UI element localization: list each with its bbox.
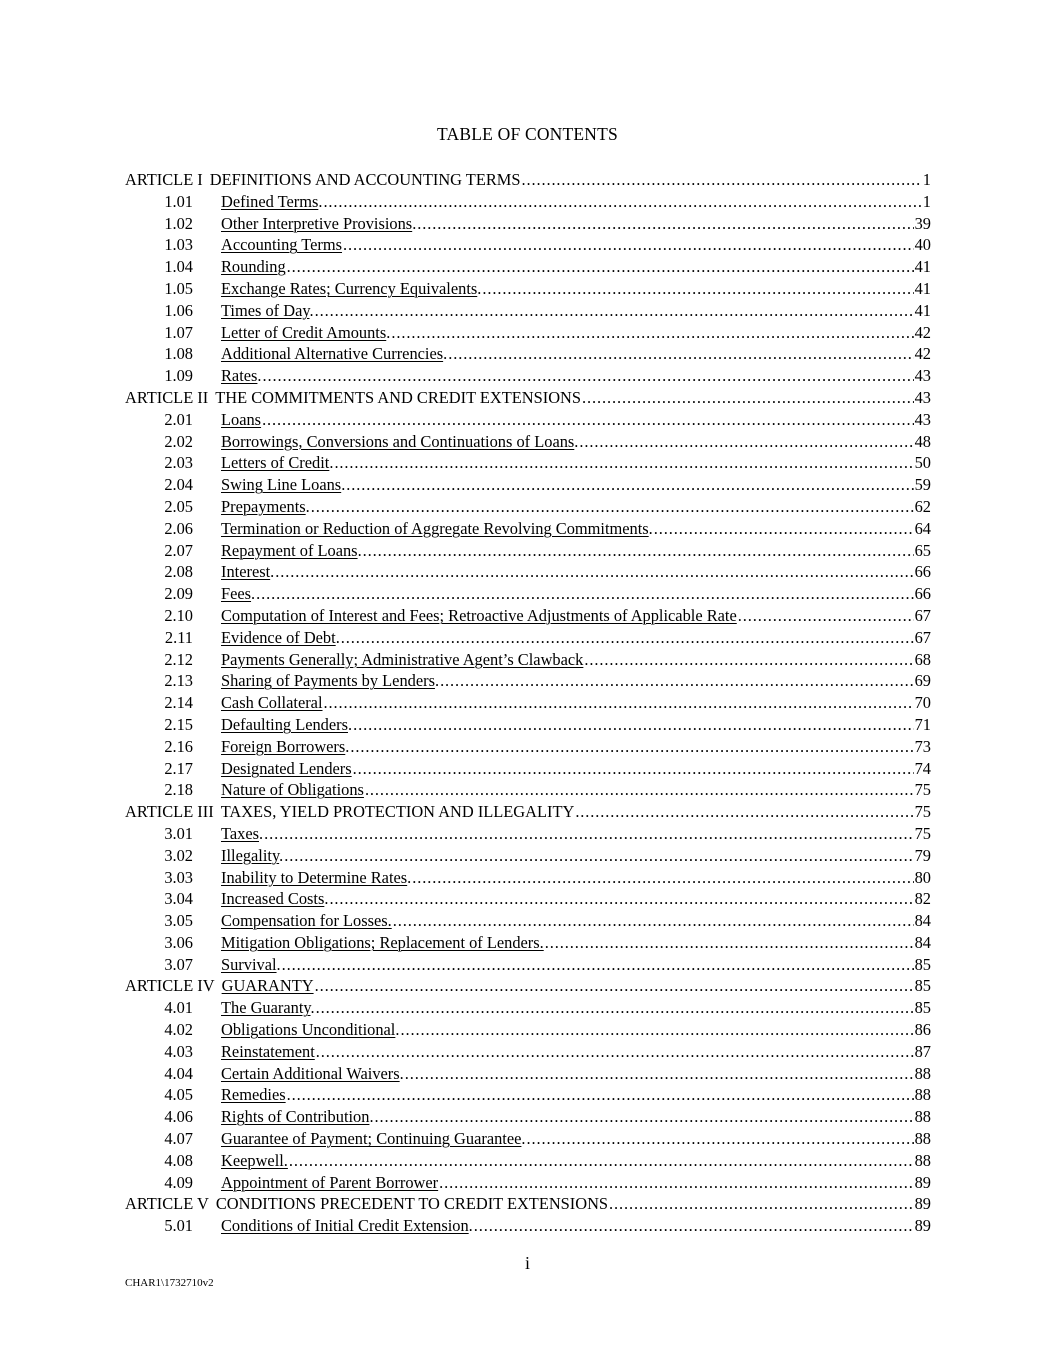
- dot-leader: [284, 845, 913, 867]
- section-heading-link[interactable]: Survival: [221, 954, 277, 974]
- section-heading-link[interactable]: Evidence of Debt: [221, 627, 336, 647]
- section-number: 4.01: [164, 998, 193, 1018]
- section-heading-link[interactable]: Mitigation Obligations; Replacement of Lenders.: [221, 932, 544, 952]
- section-heading-link[interactable]: Defined Terms: [221, 191, 319, 211]
- dot-leader: [263, 365, 914, 387]
- toc-section-row[interactable]: [125, 213, 931, 235]
- dot-leader: [315, 975, 914, 997]
- section-heading-suffix: .: [468, 1216, 473, 1236]
- toc-section-row[interactable]: [125, 779, 931, 801]
- dot-leader: [343, 234, 914, 256]
- toc-section-row[interactable]: [125, 540, 931, 562]
- dot-leader: [579, 431, 913, 453]
- section-heading-link[interactable]: Times of Day: [221, 300, 310, 320]
- article-heading[interactable]: DEFINITIONS AND ACCOUNTING TERMS: [209, 170, 521, 189]
- section-heading-link[interactable]: Guarantee of Payment; Continuing Guarantee: [221, 1129, 522, 1149]
- toc-page-number: 85: [914, 976, 931, 996]
- dot-leader: [521, 169, 921, 191]
- section-number: 2.01: [164, 409, 193, 429]
- dot-leader: [738, 605, 914, 627]
- section-number: 1.08: [164, 344, 193, 364]
- section-number: 3.01: [164, 823, 193, 843]
- toc-section-row[interactable]: [125, 867, 931, 889]
- toc-section-row[interactable]: [125, 1041, 931, 1063]
- dot-leader: [439, 1172, 913, 1194]
- toc-page-number: 75: [914, 823, 931, 843]
- section-heading-link[interactable]: Certain Additional Waivers: [221, 1063, 400, 1083]
- toc-page-number: 42: [914, 322, 931, 342]
- section-heading-link[interactable]: Nature of Obligations: [221, 780, 364, 800]
- section-number: 1.01: [164, 191, 193, 211]
- toc-page-number: 69: [914, 671, 931, 691]
- section-heading-suffix: .: [386, 322, 391, 342]
- section-heading-link[interactable]: Inability to Determine Rates: [221, 867, 408, 887]
- toc-section-row[interactable]: [125, 191, 931, 213]
- toc-page-number: 89: [914, 1172, 931, 1192]
- section-heading-suffix: .: [270, 562, 275, 582]
- dot-leader: [323, 191, 921, 213]
- toc-section-row[interactable]: [125, 692, 931, 714]
- toc-section-row[interactable]: [125, 1128, 931, 1150]
- toc-section-row[interactable]: [125, 322, 931, 344]
- article-heading[interactable]: TAXES, YIELD PROTECTION AND ILLEGALITY: [220, 802, 575, 822]
- section-heading-link[interactable]: Repayment of Loans: [221, 540, 358, 560]
- section-number: 4.02: [164, 1020, 193, 1040]
- section-heading-suffix: .: [395, 1020, 400, 1040]
- section-number: 2.02: [164, 431, 193, 451]
- toc-page-number: 88: [914, 1063, 931, 1083]
- toc-section-row[interactable]: [125, 932, 931, 954]
- toc-page-number: 50: [914, 453, 931, 473]
- section-heading-link[interactable]: Obligations Unconditional: [221, 1020, 396, 1040]
- section-heading-suffix: .: [310, 998, 315, 1018]
- section-heading-suffix: .: [434, 671, 440, 691]
- toc-page-number: 87: [914, 1041, 931, 1061]
- section-heading-link[interactable]: Remedies: [221, 1085, 286, 1105]
- section-heading-link[interactable]: Prepayments: [221, 496, 306, 516]
- section-heading-link[interactable]: Interest: [221, 562, 271, 582]
- toc-page-number: 74: [914, 758, 931, 778]
- toc-page-number: 41: [914, 257, 931, 277]
- dot-leader: [341, 627, 914, 649]
- section-heading-suffix: .: [279, 845, 284, 865]
- section-number: 2.12: [164, 649, 193, 669]
- toc-article-row[interactable]: [125, 801, 931, 823]
- section-heading-suffix: .: [341, 475, 346, 495]
- section-heading-link[interactable]: Compensation for Losses.: [221, 911, 392, 931]
- toc-section-row[interactable]: [125, 278, 931, 300]
- toc-article-row[interactable]: [125, 975, 931, 997]
- toc-page-number: 1: [922, 191, 931, 211]
- dot-leader: [350, 736, 913, 758]
- dot-leader: [412, 867, 913, 889]
- section-number: 2.03: [164, 453, 193, 473]
- article-heading[interactable]: GUARANTY: [221, 976, 314, 996]
- toc-section-row[interactable]: [125, 1106, 931, 1128]
- section-number: 2.11: [164, 627, 193, 647]
- toc-page-number: 65: [914, 540, 931, 560]
- section-heading-link[interactable]: Termination or Reduction of Aggregate Revolving Commitments: [221, 518, 649, 538]
- article-label: ARTICLE IV: [125, 976, 215, 996]
- toc-section-row[interactable]: [125, 736, 931, 758]
- dot-leader: [363, 540, 914, 562]
- toc-page-number: 43: [914, 366, 931, 386]
- section-number: 2.13: [164, 671, 193, 691]
- dot-leader: [417, 213, 913, 235]
- section-heading-suffix: .: [521, 1129, 526, 1149]
- toc-page-number: 82: [914, 889, 931, 909]
- section-heading-link[interactable]: Designated Lenders: [221, 758, 352, 778]
- section-heading-suffix: .: [369, 1107, 374, 1127]
- dot-leader: [287, 256, 914, 278]
- section-heading-link[interactable]: Payments Generally; Administrative Agent’s Clawback: [221, 649, 584, 669]
- dot-leader: [375, 1106, 914, 1128]
- section-heading-suffix: .: [443, 344, 448, 364]
- section-number: 2.08: [164, 562, 193, 582]
- toc-page-number: 71: [914, 714, 931, 734]
- section-number: 2.15: [164, 714, 193, 734]
- toc-section-row[interactable]: [125, 627, 931, 649]
- article-label: ARTICLE V: [125, 1194, 209, 1214]
- toc-section-row[interactable]: [125, 452, 931, 474]
- section-heading-suffix: .: [412, 213, 417, 233]
- toc-page-number: 67: [914, 605, 931, 625]
- toc-page-number: 48: [914, 431, 931, 451]
- dot-leader: [334, 452, 913, 474]
- section-heading-suffix: .: [335, 627, 340, 647]
- article-label: ARTICLE III: [125, 802, 214, 822]
- section-number: 1.04: [164, 257, 193, 277]
- section-number: 3.02: [164, 845, 193, 865]
- section-number: 2.04: [164, 475, 193, 495]
- dot-leader: [311, 496, 914, 518]
- dot-leader: [289, 1150, 914, 1172]
- toc-section-row[interactable]: [125, 474, 931, 496]
- section-number: 4.09: [164, 1172, 193, 1192]
- toc-page-number: 88: [914, 1150, 931, 1170]
- toc-section-row[interactable]: [125, 714, 931, 736]
- section-heading-suffix: .: [399, 1063, 404, 1083]
- toc-section-row[interactable]: [125, 954, 931, 976]
- dot-leader: [609, 1193, 914, 1215]
- dot-leader: [448, 343, 913, 365]
- page-title: TABLE OF CONTENTS: [437, 124, 618, 144]
- section-number: 4.05: [164, 1085, 193, 1105]
- section-heading-suffix: .: [259, 823, 264, 843]
- toc-page-number: 39: [914, 213, 931, 233]
- dot-leader: [393, 910, 914, 932]
- section-heading-suffix: .: [318, 191, 323, 211]
- toc-section-row[interactable]: [125, 1172, 931, 1194]
- toc-page-number: 41: [914, 300, 931, 320]
- section-number: 2.10: [164, 605, 193, 625]
- section-heading-link[interactable]: Accounting Terms: [221, 235, 343, 255]
- dot-leader: [353, 714, 914, 736]
- toc-section-row[interactable]: [125, 343, 931, 365]
- section-number: 1.07: [164, 322, 193, 342]
- dot-leader: [474, 1215, 914, 1237]
- section-heading-link[interactable]: Foreign Borrowers: [221, 736, 346, 756]
- section-number: 4.04: [164, 1063, 193, 1083]
- section-heading-link[interactable]: Loans: [221, 409, 262, 429]
- section-number: 3.03: [164, 867, 193, 887]
- toc-section-row[interactable]: [125, 845, 931, 867]
- section-number: 1.02: [164, 213, 193, 233]
- section-number: 2.09: [164, 584, 193, 604]
- toc-section-row[interactable]: [125, 1019, 931, 1041]
- toc-page-number: 89: [914, 1194, 931, 1214]
- section-heading-suffix: .: [257, 366, 262, 386]
- dot-leader: [482, 278, 913, 300]
- toc-page-number: 1: [922, 170, 931, 189]
- section-number: 3.07: [164, 954, 193, 974]
- article-heading[interactable]: THE COMMITMENTS AND CREDIT EXTENSIONS: [215, 387, 581, 407]
- dot-leader: [545, 932, 914, 954]
- section-heading-link[interactable]: Sharing of Payments by Lenders: [221, 671, 435, 691]
- dot-leader: [353, 758, 914, 780]
- dot-leader: [346, 474, 913, 496]
- toc-section-row[interactable]: [125, 1215, 931, 1237]
- toc-page-number: 73: [914, 736, 931, 756]
- dot-leader: [264, 823, 914, 845]
- section-heading-suffix: .: [305, 496, 310, 516]
- toc-page-number: 84: [914, 911, 931, 931]
- article-label: ARTICLE I: [125, 170, 203, 189]
- dot-leader: [584, 649, 913, 671]
- dot-leader: [275, 561, 913, 583]
- toc-page-number: 88: [914, 1129, 931, 1149]
- toc-section-row[interactable]: [125, 670, 931, 692]
- section-heading-link[interactable]: The Guaranty: [221, 998, 311, 1018]
- toc-section-row[interactable]: [125, 888, 931, 910]
- section-heading-suffix: .: [477, 278, 482, 298]
- toc-section-row[interactable]: [125, 583, 931, 605]
- table-of-contents: [125, 169, 931, 1237]
- toc-section-row[interactable]: [125, 1150, 931, 1172]
- section-heading-suffix: .: [345, 736, 350, 756]
- section-number: 2.05: [164, 496, 193, 516]
- section-number: 3.04: [164, 889, 193, 909]
- toc-section-row[interactable]: [125, 1084, 931, 1106]
- section-number: 4.06: [164, 1107, 193, 1127]
- dot-leader: [316, 1041, 914, 1063]
- toc-page-number: 67: [914, 627, 931, 647]
- section-heading-link[interactable]: Fees: [221, 584, 252, 604]
- dot-leader: [527, 1128, 914, 1150]
- dot-leader: [654, 518, 914, 540]
- section-number: 1.09: [164, 366, 193, 386]
- section-heading-link[interactable]: Keepwell.: [221, 1150, 288, 1170]
- toc-section-row[interactable]: [125, 758, 931, 780]
- section-heading-suffix: .: [357, 540, 362, 560]
- dot-leader: [315, 300, 914, 322]
- section-heading-link[interactable]: Cash Collateral: [221, 693, 323, 713]
- section-heading-link[interactable]: Increased Costs: [221, 889, 325, 909]
- section-heading-suffix: .: [347, 714, 353, 734]
- dot-leader: [400, 1019, 913, 1041]
- dot-leader: [329, 888, 913, 910]
- dot-leader: [316, 997, 914, 1019]
- toc-section-row[interactable]: [125, 431, 931, 453]
- section-heading-suffix: .: [329, 453, 334, 473]
- dot-leader: [287, 1084, 914, 1106]
- toc-page-number: 80: [914, 867, 931, 887]
- section-number: 4.08: [164, 1150, 193, 1170]
- toc-page-number: 41: [914, 278, 931, 298]
- dot-leader: [440, 670, 914, 692]
- section-heading-link[interactable]: Swing Line Loans: [221, 475, 342, 495]
- section-heading-suffix: .: [309, 300, 314, 320]
- toc-section-row[interactable]: [125, 1063, 931, 1085]
- dot-leader: [282, 954, 914, 976]
- dot-leader: [405, 1063, 914, 1085]
- toc-page-number: 75: [914, 780, 931, 800]
- toc-article-row[interactable]: [125, 1193, 931, 1215]
- article-heading[interactable]: CONDITIONS PRECEDENT TO CREDIT EXTENSIONS: [215, 1194, 609, 1214]
- toc-section-row[interactable]: [125, 649, 931, 671]
- toc-section-row[interactable]: [125, 997, 931, 1019]
- toc-page-number: 84: [914, 932, 931, 952]
- section-number: 1.05: [164, 278, 193, 298]
- section-number: 4.07: [164, 1129, 193, 1149]
- section-heading-suffix: .: [324, 889, 329, 909]
- toc-section-row[interactable]: [125, 561, 931, 583]
- section-number: 1.06: [164, 300, 193, 320]
- toc-page-number: 86: [914, 1020, 931, 1040]
- toc-section-row[interactable]: [125, 256, 931, 278]
- toc-page-number: 85: [914, 954, 931, 974]
- section-heading-link[interactable]: Rates: [221, 366, 258, 386]
- toc-page-number: 85: [914, 998, 931, 1018]
- section-heading-link[interactable]: Additional Alternative Currencies: [221, 344, 444, 364]
- section-number: 2.07: [164, 540, 193, 560]
- toc-article-row[interactable]: [125, 387, 931, 409]
- toc-article-row[interactable]: [125, 169, 931, 191]
- toc-page-number: 59: [914, 475, 931, 495]
- page-number: i: [524, 1253, 530, 1273]
- dot-leader: [365, 779, 914, 801]
- toc-page-number: 79: [914, 845, 931, 865]
- section-heading-link[interactable]: Letters of Credit: [221, 453, 330, 473]
- dot-leader: [256, 583, 913, 605]
- section-heading-link[interactable]: Appointment of Parent Borrower: [221, 1172, 439, 1192]
- dot-leader: [575, 801, 913, 823]
- toc-section-row[interactable]: [125, 234, 931, 256]
- toc-section-row[interactable]: [125, 409, 931, 431]
- toc-section-row[interactable]: [125, 300, 931, 322]
- toc-page-number: 68: [914, 649, 931, 669]
- toc-page-number: 43: [914, 409, 931, 429]
- toc-page-number: 43: [914, 387, 931, 407]
- toc-page-number: 66: [914, 584, 931, 604]
- section-heading-link[interactable]: Illegality: [221, 845, 280, 865]
- section-heading-suffix: .: [251, 584, 256, 604]
- section-number: 1.03: [164, 235, 193, 255]
- toc-section-row[interactable]: [125, 823, 931, 845]
- dot-leader: [391, 322, 913, 344]
- section-number: 2.14: [164, 693, 193, 713]
- section-heading-link[interactable]: Borrowings, Conversions and Continuations of Loans: [221, 431, 575, 451]
- toc-section-row[interactable]: [125, 496, 931, 518]
- section-number: 2.17: [164, 758, 193, 778]
- section-heading-link[interactable]: Reinstatement: [221, 1041, 315, 1061]
- toc-page-number: 88: [914, 1085, 931, 1105]
- section-heading-suffix: .: [276, 954, 281, 974]
- dot-leader: [262, 409, 914, 431]
- section-heading-link[interactable]: Rights of Contribution: [221, 1107, 370, 1127]
- section-number: 2.18: [164, 780, 193, 800]
- section-heading-link[interactable]: Exchange Rates; Currency Equivalents: [221, 278, 478, 298]
- section-heading-suffix: .: [574, 431, 579, 451]
- toc-page-number: 88: [914, 1107, 931, 1127]
- section-heading-link[interactable]: Computation of Interest and Fees; Retroactive Adjustments of Applicable Rate: [221, 605, 737, 625]
- section-heading-suffix: .: [648, 518, 653, 538]
- article-label: ARTICLE II: [125, 387, 209, 407]
- section-heading-link[interactable]: Taxes: [221, 823, 259, 843]
- toc-page-number: 42: [914, 344, 931, 364]
- toc-page-number: 75: [914, 802, 931, 822]
- toc-page-number: 40: [914, 235, 931, 255]
- toc-page-number: 64: [914, 518, 931, 538]
- document-footer-id: CHAR1\1732710v2: [125, 1277, 214, 1289]
- toc-page-number: 89: [914, 1216, 931, 1236]
- section-number: 3.06: [164, 932, 193, 952]
- toc-page-number: 70: [914, 693, 931, 713]
- toc-section-row[interactable]: [125, 910, 931, 932]
- section-heading-suffix: .: [407, 867, 412, 887]
- section-heading-link[interactable]: Letter of Credit Amounts: [221, 322, 387, 342]
- toc-section-row[interactable]: [125, 605, 931, 627]
- section-heading-link[interactable]: Other Interpretive Provisions: [221, 213, 413, 233]
- section-number: 5.01: [164, 1216, 193, 1236]
- section-heading-link[interactable]: Rounding: [221, 257, 286, 277]
- toc-section-row[interactable]: [125, 365, 931, 387]
- section-number: 3.05: [164, 911, 193, 931]
- dot-leader: [324, 692, 914, 714]
- toc-page-number: 62: [914, 496, 931, 516]
- toc-section-row[interactable]: [125, 518, 931, 540]
- toc-page-number: 66: [914, 562, 931, 582]
- section-heading-link[interactable]: Conditions of Initial Credit Extension: [221, 1216, 469, 1236]
- section-number: 2.16: [164, 736, 193, 756]
- dot-leader: [582, 387, 914, 409]
- section-number: 2.06: [164, 518, 193, 538]
- section-number: 4.03: [164, 1041, 193, 1061]
- section-heading-link[interactable]: Defaulting Lenders: [221, 714, 348, 734]
